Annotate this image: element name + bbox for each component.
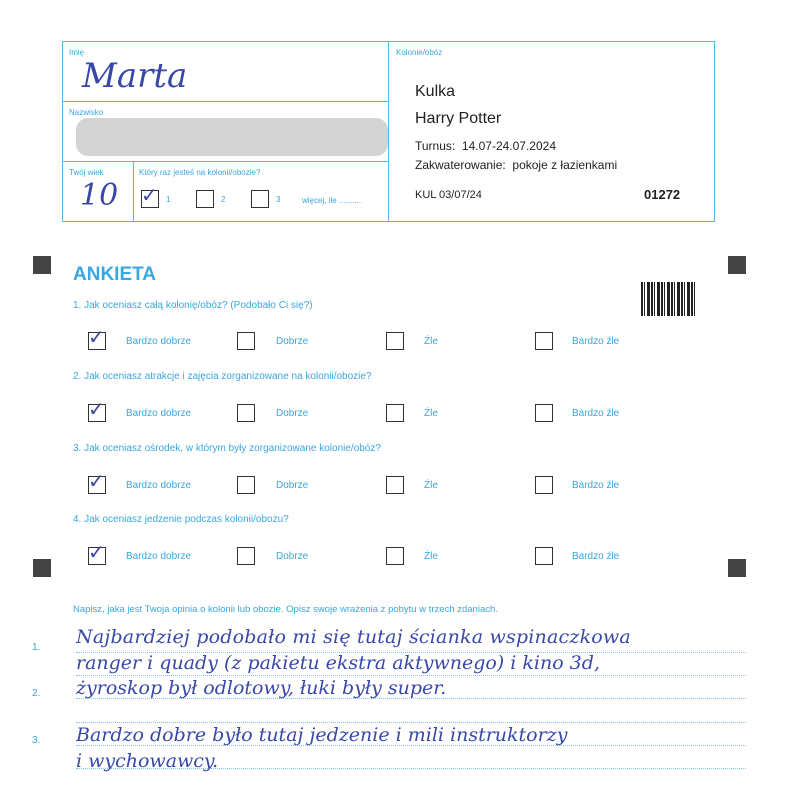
q4-option-label: Bardzo dobrze	[126, 551, 192, 562]
check-mark-icon: ✓	[88, 469, 105, 493]
q2-option-label: Bardzo źle	[572, 408, 620, 419]
wiek-label: Twój wiek	[69, 168, 104, 177]
opinion-prompt: Napisz, jaka jest Twoja opinia o kolonii lub obozie. Opisz swoje wrażenia z pobytu w trzech zdaniach.	[73, 604, 498, 615]
divider-line	[62, 101, 389, 102]
ktory-raz-label: Który raz jesteś na kolonii/obozie?	[139, 168, 261, 177]
writing-line	[76, 675, 746, 676]
q3-checkbox-bardzo-zle[interactable]	[535, 476, 553, 494]
ktory-raz-checkbox-2[interactable]	[196, 190, 214, 208]
q1-checkbox-bardzo-dobrze[interactable]	[88, 325, 106, 350]
divider-line	[62, 161, 389, 162]
q1-checkbox-bardzo-zle[interactable]	[535, 332, 553, 350]
survey-title: ANKIETA	[73, 264, 157, 285]
camp-code: KUL 03/07/24	[415, 189, 482, 201]
check-mark-icon: ✓	[141, 183, 158, 207]
ktory-raz-checkbox-3[interactable]	[251, 190, 269, 208]
wiek-value[interactable]: 10	[80, 178, 119, 213]
kolonie-name: Kulka	[415, 83, 456, 100]
check-mark-icon: ✓	[88, 325, 105, 349]
q3-option-label: Bardzo źle	[572, 480, 620, 491]
q2-checkbox-bardzo-zle[interactable]	[535, 404, 553, 422]
corner-marker	[33, 559, 51, 577]
q4-option-label: Dobrze	[276, 551, 309, 562]
turnus-value: 14.07-24.07.2024	[461, 139, 557, 153]
redacted-surname	[76, 118, 388, 156]
q2-option-label: Dobrze	[276, 408, 309, 419]
q2-checkbox-dobrze[interactable]	[237, 404, 255, 422]
check-mark-icon: ✓	[88, 397, 105, 421]
q1-option-label: Bardzo dobrze	[126, 336, 192, 347]
opinion-line-2[interactable]: ranger i quady (z pakietu ekstra aktywnego) i kino 3d,	[76, 652, 600, 674]
question-3: 3. Jak oceniasz ośrodek, w którym były zorganizowane kolonie/obóz?	[73, 443, 381, 454]
kolonie-label: Kolonie/obóz	[396, 48, 443, 57]
q3-option-label: Bardzo dobrze	[126, 480, 192, 491]
q1-option-label: Dobrze	[276, 336, 309, 347]
ktory-raz-opt-3: 3	[276, 195, 281, 204]
turnus-label: Turnus:	[415, 139, 456, 153]
ktory-raz-opt-1: 1	[166, 195, 171, 204]
line-number-3: 3.	[32, 735, 41, 746]
opinion-line-4[interactable]: Bardzo dobre było tutaj jedzenie i mili instruktorzy	[76, 724, 568, 746]
q1-checkbox-dobrze[interactable]	[237, 332, 255, 350]
corner-marker	[728, 256, 746, 274]
corner-marker	[728, 559, 746, 577]
ktory-raz-more: więcej, ile ..........	[302, 196, 362, 205]
q4-option-label: Bardzo źle	[572, 551, 620, 562]
check-mark-icon: ✓	[88, 540, 105, 564]
line-number-2: 2.	[32, 688, 41, 699]
zakwaterowanie-value: pokoje z łazienkami	[512, 158, 618, 172]
q4-checkbox-dobrze[interactable]	[237, 547, 255, 565]
writing-line	[76, 722, 746, 723]
zakwaterowanie-row	[415, 158, 617, 172]
q3-checkbox-dobrze[interactable]	[237, 476, 255, 494]
nazwisko-label: Nazwisko	[69, 108, 104, 117]
q2-checkbox-zle[interactable]	[386, 404, 404, 422]
q4-option-label: Źle	[424, 551, 438, 562]
zakwaterowanie-label: Zakwaterowanie:	[415, 158, 506, 172]
question-2: 2. Jak oceniasz atrakcje i zajęcia zorganizowane na kolonii/obozie?	[73, 371, 372, 382]
corner-marker	[33, 256, 51, 274]
imie-label: Imię	[69, 48, 85, 57]
q4-checkbox-bardzo-dobrze[interactable]	[88, 540, 106, 565]
q1-option-label: Bardzo źle	[572, 336, 620, 347]
ktory-raz-opt-2: 2	[221, 195, 226, 204]
q2-checkbox-bardzo-dobrze[interactable]	[88, 397, 106, 422]
form-number: 01272	[644, 187, 681, 202]
kolonie-theme: Harry Potter	[415, 110, 502, 127]
opinion-line-1[interactable]: Najbardziej podobało mi się tutaj ścianka wspinaczkowa	[76, 626, 631, 648]
opinion-line-5[interactable]: i wychowawcy.	[76, 750, 219, 772]
divider-line	[133, 161, 134, 222]
q3-checkbox-bardzo-dobrze[interactable]	[88, 469, 106, 494]
q2-option-label: Bardzo dobrze	[126, 408, 192, 419]
barcode-icon	[641, 282, 695, 316]
q4-checkbox-bardzo-zle[interactable]	[535, 547, 553, 565]
turnus-row	[415, 139, 556, 153]
q3-option-label: Dobrze	[276, 480, 309, 491]
q1-checkbox-zle[interactable]	[386, 332, 404, 350]
q3-option-label: Źle	[424, 480, 438, 491]
ktory-raz-checkbox-1[interactable]	[141, 183, 159, 208]
opinion-line-3[interactable]: żyroskop był odlotowy, łuki były super.	[76, 677, 447, 699]
q4-checkbox-zle[interactable]	[386, 547, 404, 565]
imie-value[interactable]: Marta	[82, 56, 188, 96]
q1-option-label: Źle	[424, 336, 438, 347]
line-number-1: 1.	[32, 642, 41, 653]
question-1: 1. Jak oceniasz całą kolonię/obóz? (Podobało Ci się?)	[73, 300, 313, 311]
q2-option-label: Źle	[424, 408, 438, 419]
question-4: 4. Jak oceniasz jedzenie podczas kolonii/obozu?	[73, 514, 289, 525]
q3-checkbox-zle[interactable]	[386, 476, 404, 494]
